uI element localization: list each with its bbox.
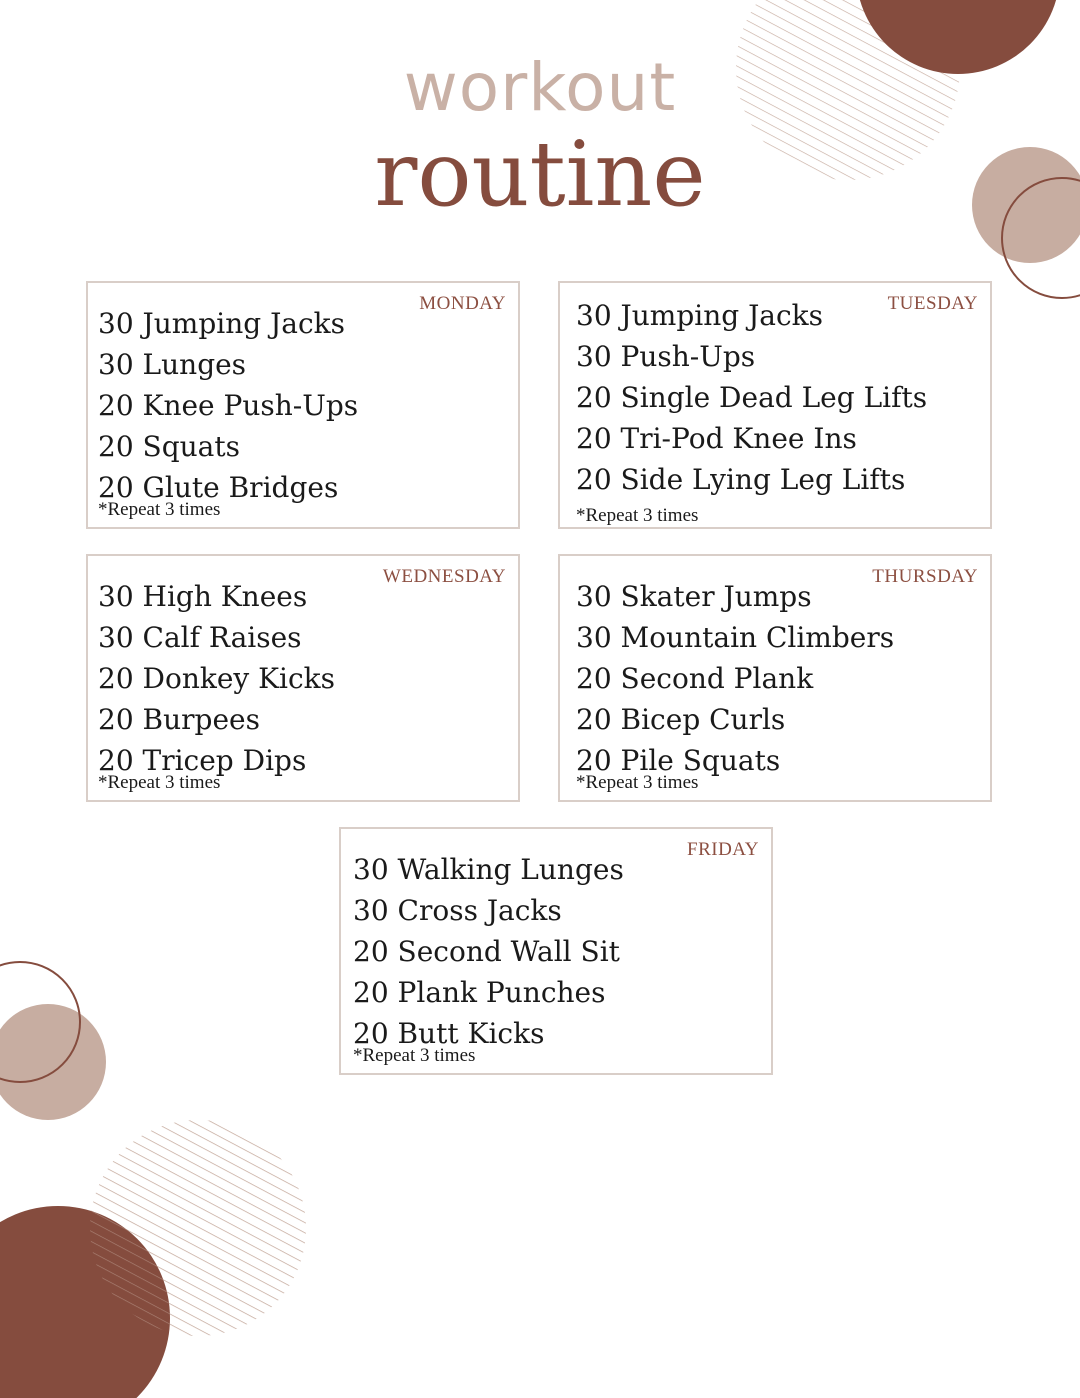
thursday-card — [558, 554, 992, 802]
exercise-item: 20 Plank Punches — [353, 976, 606, 1009]
exercise-item: 20 Donkey Kicks — [98, 662, 336, 695]
exercise-item: 20 Butt Kicks — [353, 1017, 545, 1050]
day-label-friday: FRIDAY — [687, 839, 759, 860]
exercise-list-tuesday — [576, 295, 927, 500]
repeat-note-thursday: *Repeat 3 times — [576, 772, 699, 793]
repeat-note-tuesday: *Repeat 3 times — [576, 505, 699, 526]
exercise-item: 30 Mountain Climbers — [576, 621, 895, 654]
exercise-item: 30 Jumping Jacks — [576, 299, 824, 332]
exercise-item: 30 Cross Jacks — [353, 894, 562, 927]
light-circle-left — [0, 1004, 106, 1120]
exercise-item: 30 Calf Raises — [98, 621, 302, 654]
exercise-item: 20 Knee Push-Ups — [98, 389, 359, 422]
exercise-list-wednesday — [98, 576, 335, 781]
exercise-item: 20 Single Dead Leg Lifts — [576, 381, 928, 414]
title-workout: workout — [403, 49, 677, 126]
repeat-note-wednesday: *Repeat 3 times — [98, 772, 221, 793]
exercise-item: 30 Push-Ups — [576, 340, 756, 373]
exercise-item: 20 Bicep Curls — [576, 703, 786, 736]
exercise-item: 30 Jumping Jacks — [98, 307, 346, 340]
exercise-item: 30 High Knees — [98, 580, 308, 613]
repeat-note-friday: *Repeat 3 times — [353, 1045, 476, 1066]
day-label-tuesday: TUESDAY — [887, 293, 978, 314]
hatched-circle-bottom-overlay — [90, 1120, 306, 1336]
exercise-item: 20 Pile Squats — [576, 744, 781, 777]
exercise-item: 20 Second Wall Sit — [353, 935, 620, 968]
exercise-item: 20 Side Lying Leg Lifts — [576, 463, 906, 496]
title-routine: routine — [374, 122, 706, 227]
exercise-item: 30 Walking Lunges — [353, 853, 624, 886]
day-label-monday: MONDAY — [419, 293, 506, 314]
exercise-item: 20 Tricep Dips — [98, 744, 307, 777]
exercise-item: 30 Skater Jumps — [576, 580, 812, 613]
friday-card — [339, 827, 773, 1075]
exercise-item: 30 Lunges — [98, 348, 247, 381]
repeat-note-monday: *Repeat 3 times — [98, 499, 221, 520]
exercise-list-friday — [353, 849, 624, 1054]
wednesday-card — [86, 554, 520, 802]
exercise-list-monday — [98, 303, 358, 508]
exercise-item: 20 Glute Bridges — [98, 471, 339, 504]
day-label-wednesday: WEDNESDAY — [382, 566, 506, 587]
exercise-item: 20 Tri-Pod Knee Ins — [576, 422, 857, 455]
monday-card — [86, 281, 520, 529]
exercise-item: 20 Second Plank — [576, 662, 814, 695]
day-label-thursday: THURSDAY — [872, 566, 978, 587]
exercise-item: 20 Squats — [98, 430, 240, 463]
tuesday-card — [558, 281, 992, 529]
exercise-list-thursday — [576, 576, 894, 781]
exercise-item: 20 Burpees — [98, 703, 260, 736]
